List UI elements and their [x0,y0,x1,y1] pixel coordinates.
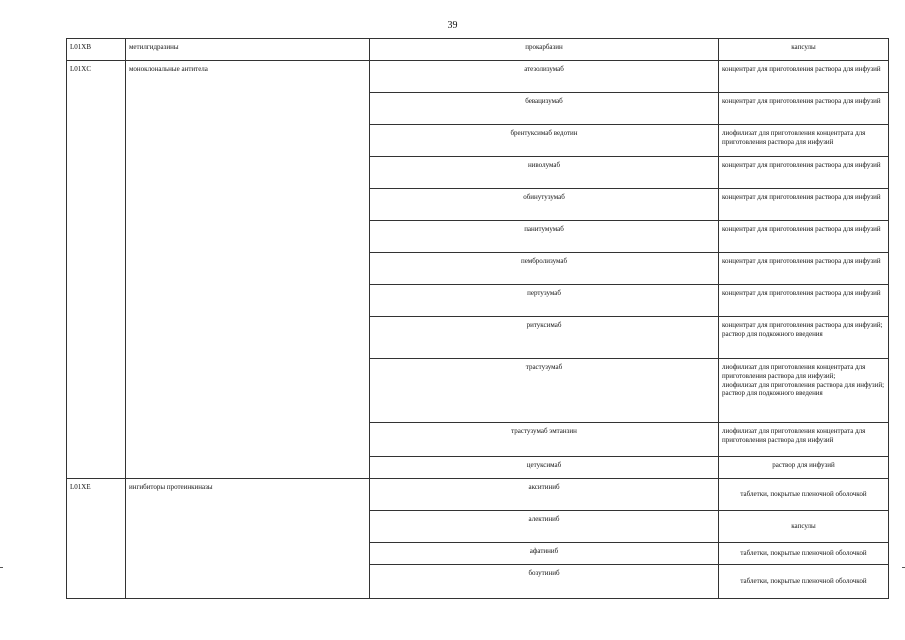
drug-name-cell: панитумумаб [370,221,719,253]
dosage-form-cell: концентрат для приготовления раствора для инфузий [719,285,889,317]
drug-name-cell: обинутузумаб [370,189,719,221]
dosage-form-cell: таблетки, покрытые пленочной оболочкой [719,543,889,565]
drug-name-cell: трастузумаб эмтанзин [370,423,719,457]
drug-name-cell: афатиниб [370,543,719,565]
drug-name-cell: акситиниб [370,479,719,511]
table-body [67,39,889,599]
dosage-form-cell: концентрат для приготовления раствора для инфузий [719,157,889,189]
dosage-form-cell: концентрат для приготовления раствора для инфузий [719,61,889,93]
drug-name-cell: трастузумаб [370,359,719,423]
drug-name-cell: ниволумаб [370,157,719,189]
dosage-form-cell: концентрат для приготовления раствора для инфузий [719,93,889,125]
dosage-form-cell: лиофилизат для приготовления концентрата для приготовления раствора для инфузий [719,423,889,457]
drug-list-table [66,38,889,599]
dosage-form-cell: таблетки, покрытые пленочной оболочкой [719,479,889,511]
dosage-form-cell: капсулы [719,39,889,61]
drug-name-cell: ритуксимаб [370,317,719,359]
atc-code-cell: L01XC [67,61,126,479]
table-row [67,61,889,93]
dosage-form-cell: лиофилизат для приготовления концентрата для приготовления раствора для инфузий; лиофилизат для приготовления раствора для инфузий; раствор для подкожного введения [719,359,889,423]
table-row [67,479,889,511]
atc-code-cell: L01XE [67,479,126,599]
dosage-form-cell: концентрат для приготовления раствора для инфузий [719,221,889,253]
dosage-form-cell: таблетки, покрытые пленочной оболочкой [719,565,889,599]
page-number: 39 [447,20,458,31]
dosage-form-cell: лиофилизат для приготовления концентрата для приготовления раствора для инфузий [719,125,889,157]
drug-name-cell: пембролизумаб [370,253,719,285]
group-name-cell: ингибиторы протеинкиназы [126,479,370,599]
left-margin-mark [0,567,3,568]
dosage-form-cell: концентрат для приготовления раствора для инфузий; раствор для подкожного введения [719,317,889,359]
table-row [67,39,889,61]
drug-name-cell: бозутиниб [370,565,719,599]
drug-name-cell: брентуксимаб ведотин [370,125,719,157]
drug-name-cell: прокарбазин [370,39,719,61]
dosage-form-cell: концентрат для приготовления раствора для инфузий [719,253,889,285]
dosage-form-cell: раствор для инфузий [719,457,889,479]
dosage-form-cell: концентрат для приготовления раствора для инфузий [719,189,889,221]
drug-name-cell: алектиниб [370,511,719,543]
drug-name-cell: бевацизумаб [370,93,719,125]
drug-name-cell: цетуксимаб [370,457,719,479]
drug-name-cell: атезолизумаб [370,61,719,93]
drug-name-cell: пертузумаб [370,285,719,317]
atc-code-cell: L01XB [67,39,126,61]
group-name-cell: метилгидразины [126,39,370,61]
group-name-cell: моноклональные антитела [126,61,370,479]
dosage-form-cell: капсулы [719,511,889,543]
